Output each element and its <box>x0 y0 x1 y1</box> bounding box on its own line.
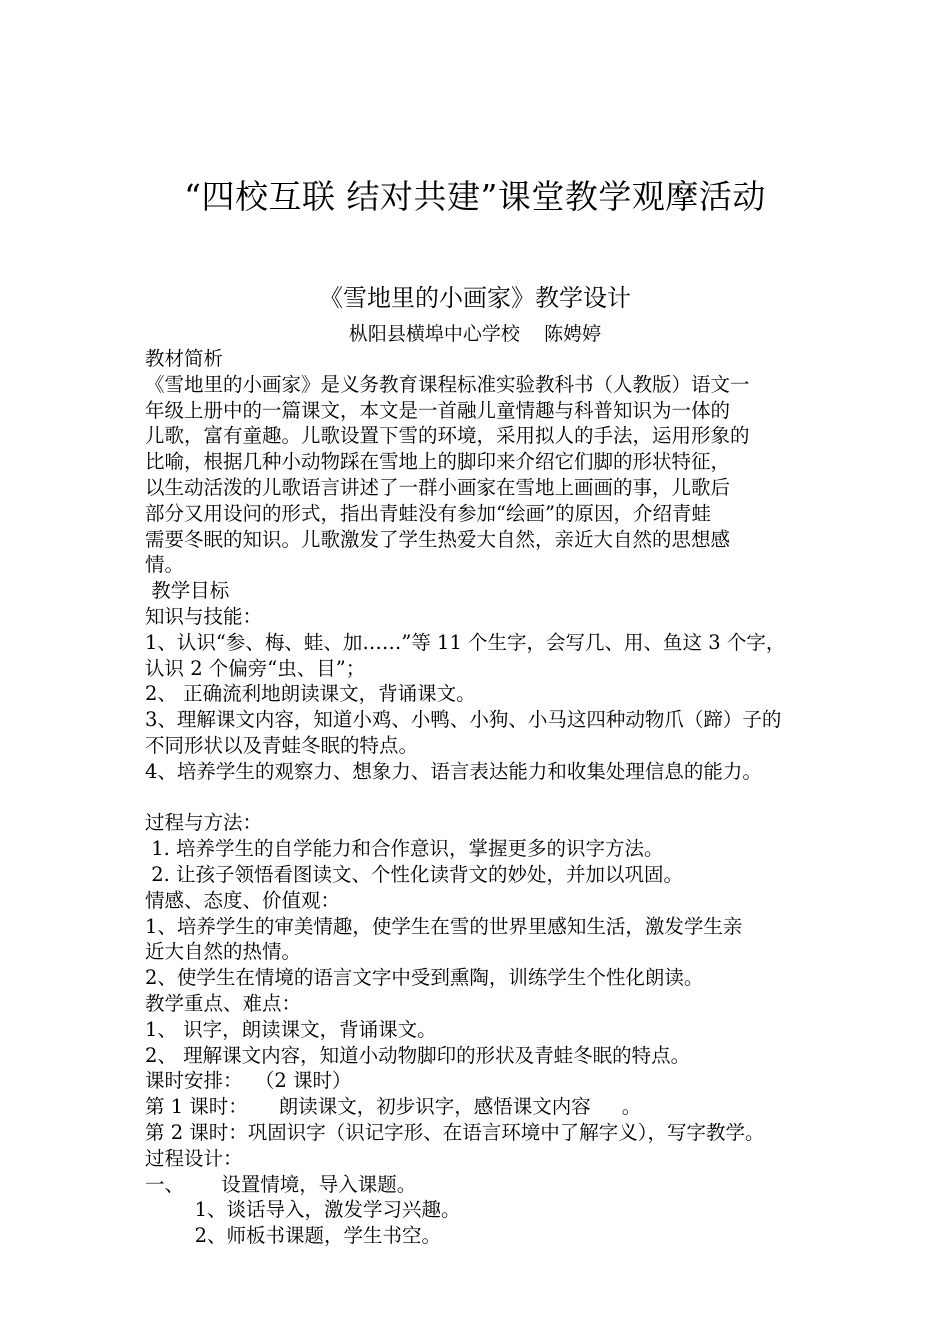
section-heading: 过程设计： <box>145 1146 243 1170</box>
author-line: 枞阳县横埠中心学校 陈娉婷 <box>348 323 602 345</box>
paragraph-line: 2、 理解课文内容，知道小动物脚印的形状及青蛙冬眠的特点。 <box>145 1043 691 1067</box>
paragraph-line: 年级上册中的一篇课文，本文是一首融儿童情趣与科普知识为一体的 <box>145 398 731 422</box>
lesson-title: 《雪地里的小画家》教学设计 <box>319 284 631 312</box>
paragraph-line: 一、 设置情境，导入课题。 <box>145 1172 417 1196</box>
paragraph-line: 2、使学生在情境的语言文字中受到熏陶，训练学生个性化朗读。 <box>145 966 704 990</box>
paragraph-line: 课时安排： （2 课时） <box>145 1069 352 1093</box>
subsection-heading: 情感、态度、价值观： <box>145 888 341 912</box>
paragraph-line: 1、谈话导入，激发学习兴趣。 <box>145 1198 461 1222</box>
document-body <box>145 346 825 1249</box>
paragraph-line: 以生动活泼的儿歌语言讲述了一群小画家在雪地上画画的事，儿歌后 <box>145 475 731 499</box>
section-heading: 教材简析 <box>145 347 224 370</box>
section-heading: 教学目标 <box>145 579 230 603</box>
subsection-heading: 过程与方法： <box>145 811 263 835</box>
paragraph-line: 3、理解课文内容，知道小鸡、小鸭、小狗、小马这四种动物爪（蹄）子的 <box>145 708 782 732</box>
paragraph-line: 近大自然的热情。 <box>145 940 302 964</box>
blank-line <box>145 785 825 811</box>
paragraph-line: 情。 <box>145 553 185 577</box>
paragraph-line: 部分又用设问的形式，指出青蛙没有参加“绘画”的原因，介绍青蛙 <box>145 501 711 525</box>
paragraph-line: 4、培养学生的观察力、想象力、语言表达能力和收集处理信息的能力。 <box>145 759 762 783</box>
section-heading: 教学重点、难点： <box>145 991 302 1015</box>
paragraph-line: 2、 正确流利地朗读课文，背诵课文。 <box>145 682 476 706</box>
paragraph-line: 不同形状以及青蛙冬眠的特点。 <box>145 733 419 757</box>
paragraph-line: 第 1 课时： 朗读课文，初步识字，感悟课文内容 。 <box>145 1095 642 1119</box>
paragraph-line: 比喻，根据几种小动物踩在雪地上的脚印来介绍它们脚的形状特征， <box>145 450 731 474</box>
paragraph-line: 《雪地里的小画家》是义务教育课程标准实验教科书（人教版）语文一 <box>145 372 750 396</box>
paragraph-line: 2. 让孩子领悟看图读文、个性化读背文的妙处，并加以巩固。 <box>145 862 684 886</box>
paragraph-line: 1、认识“参、梅、蛙、加……”等 11 个生字，会写几、用、鱼这 3 个字， <box>145 630 786 654</box>
event-title: “四校互联 结对共建”课堂教学观摩活动 <box>184 177 766 216</box>
paragraph-line: 1、培养学生的审美情趣，使学生在雪的世界里感知生活，激发学生亲 <box>145 914 743 938</box>
paragraph-line: 1、 识字，朗读课文，背诵课文。 <box>145 1017 437 1041</box>
subsection-heading: 知识与技能： <box>145 604 263 628</box>
paragraph-line: 第 2 课时：巩固识字（识记字形、在语言环境中了解字义），写字教学。 <box>145 1120 765 1144</box>
paragraph-line: 1. 培养学生的自学能力和合作意识，掌握更多的识字方法。 <box>145 837 664 861</box>
paragraph-line: 需要冬眠的知识。儿歌激发了学生热爱大自然，亲近大自然的思想感 <box>145 527 731 551</box>
paragraph-line: 儿歌，富有童趣。儿歌设置下雪的环境，采用拟人的手法，运用形象的 <box>145 424 750 448</box>
paragraph-line: 2、师板书课题，学生书空。 <box>145 1224 441 1248</box>
paragraph-line: 认识 2 个偏旁“虫、目”； <box>145 656 366 680</box>
